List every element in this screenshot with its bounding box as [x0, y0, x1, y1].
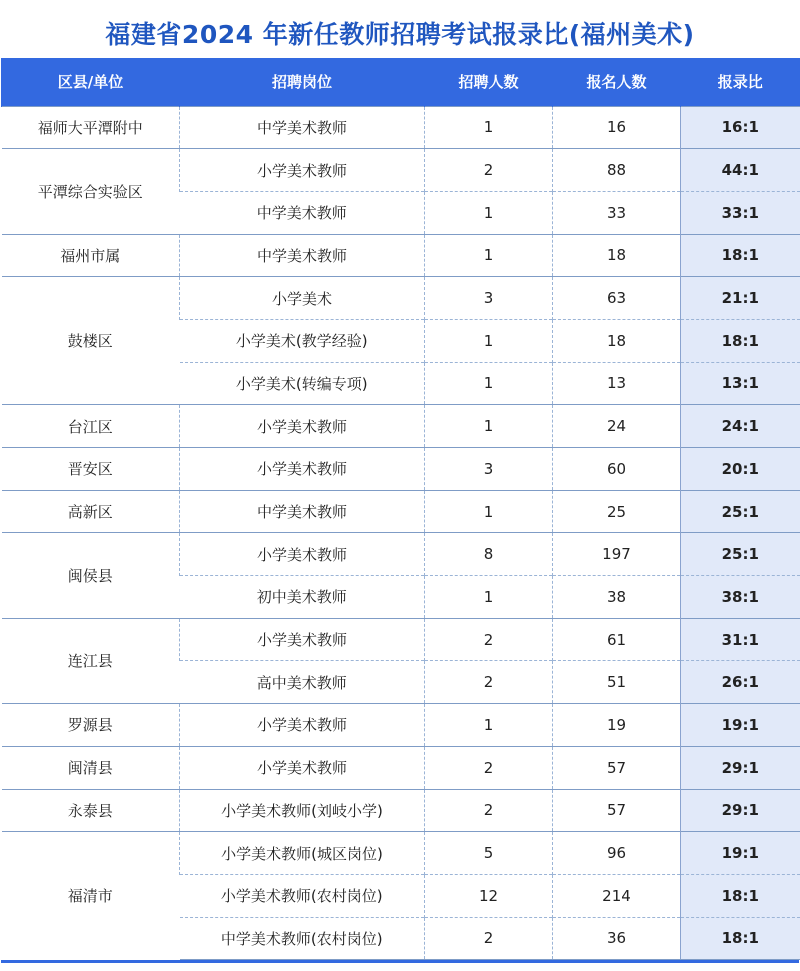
table-row [2, 704, 800, 747]
applicants-cell: 16 [553, 106, 681, 149]
applicants-cell: 13 [553, 362, 681, 405]
ratio-cell: 44:1 [681, 149, 800, 192]
hires-cell: 1 [425, 576, 553, 619]
table-row [2, 405, 800, 448]
position-cell: 小学美术教师(农村岗位) [180, 874, 425, 917]
ratio-cell: 20:1 [681, 448, 800, 491]
position-cell: 小学美术教师(刘岐小学) [180, 789, 425, 832]
applicants-cell: 19 [553, 704, 681, 747]
hires-cell: 2 [425, 746, 553, 789]
ratio-cell: 18:1 [681, 917, 800, 960]
table-row [2, 234, 800, 277]
position-cell: 中学美术教师 [180, 191, 425, 234]
position-cell: 中学美术教师(农村岗位) [180, 917, 425, 960]
ratio-cell: 21:1 [681, 277, 800, 320]
position-cell: 中学美术教师 [180, 106, 425, 149]
hires-cell: 1 [425, 106, 553, 149]
district-cell: 罗源县 [2, 704, 180, 747]
district-cell: 台江区 [2, 405, 180, 448]
applicants-cell: 57 [553, 789, 681, 832]
hires-cell: 2 [425, 618, 553, 661]
table-row [2, 149, 800, 192]
ratio-cell: 29:1 [681, 746, 800, 789]
applicants-cell: 24 [553, 405, 681, 448]
district-cell: 福州市属 [2, 234, 180, 277]
position-cell: 小学美术教师 [180, 618, 425, 661]
ratio-cell: 33:1 [681, 191, 800, 234]
hires-cell: 1 [425, 362, 553, 405]
applicants-cell: 61 [553, 618, 681, 661]
hires-cell: 12 [425, 874, 553, 917]
hires-cell: 2 [425, 661, 553, 704]
position-cell: 高中美术教师 [180, 661, 425, 704]
table-row [2, 490, 800, 533]
district-cell: 晋安区 [2, 448, 180, 491]
district-cell: 高新区 [2, 490, 180, 533]
position-cell: 初中美术教师 [180, 576, 425, 619]
header-district: 区县/单位 [2, 58, 180, 106]
position-cell: 小学美术教师(城区岗位) [180, 832, 425, 875]
table-row [2, 533, 800, 576]
district-cell: 永泰县 [2, 789, 180, 832]
applicants-cell: 33 [553, 191, 681, 234]
position-cell: 中学美术教师 [180, 234, 425, 277]
applicants-cell: 25 [553, 490, 681, 533]
hires-cell: 1 [425, 191, 553, 234]
bottom-bar [1, 960, 799, 963]
hires-cell: 8 [425, 533, 553, 576]
applicants-cell: 18 [553, 319, 681, 362]
hires-cell: 5 [425, 832, 553, 875]
position-cell: 小学美术 [180, 277, 425, 320]
ratio-cell: 38:1 [681, 576, 800, 619]
position-cell: 小学美术(教学经验) [180, 319, 425, 362]
position-cell: 小学美术教师 [180, 405, 425, 448]
ratio-cell: 24:1 [681, 405, 800, 448]
ratio-cell: 19:1 [681, 704, 800, 747]
table-row [2, 277, 800, 320]
position-cell: 小学美术教师 [180, 448, 425, 491]
applicants-cell: 63 [553, 277, 681, 320]
position-cell: 中学美术教师 [180, 490, 425, 533]
hires-cell: 1 [425, 319, 553, 362]
table-body [2, 106, 800, 960]
header-ratio: 报录比 [681, 58, 800, 106]
hires-cell: 1 [425, 704, 553, 747]
hires-cell: 3 [425, 277, 553, 320]
ratio-cell: 18:1 [681, 319, 800, 362]
ratio-cell: 13:1 [681, 362, 800, 405]
applicants-cell: 214 [553, 874, 681, 917]
applicants-cell: 60 [553, 448, 681, 491]
district-cell: 连江县 [2, 618, 180, 703]
hires-cell: 3 [425, 448, 553, 491]
district-cell: 鼓楼区 [2, 277, 180, 405]
hires-cell: 1 [425, 405, 553, 448]
recruitment-table [1, 58, 800, 960]
district-cell: 福师大平潭附中 [2, 106, 180, 149]
applicants-cell: 51 [553, 661, 681, 704]
ratio-cell: 25:1 [681, 533, 800, 576]
table-row [2, 106, 800, 149]
hires-cell: 2 [425, 789, 553, 832]
applicants-cell: 36 [553, 917, 681, 960]
ratio-cell: 16:1 [681, 106, 800, 149]
hires-cell: 1 [425, 234, 553, 277]
header-position: 招聘岗位 [180, 58, 425, 106]
ratio-cell: 18:1 [681, 234, 800, 277]
table-row [2, 789, 800, 832]
district-cell: 闽清县 [2, 746, 180, 789]
ratio-cell: 29:1 [681, 789, 800, 832]
header-applicants: 报名人数 [553, 58, 681, 106]
hires-cell: 1 [425, 490, 553, 533]
district-cell: 平潭综合实验区 [2, 149, 180, 234]
district-cell: 闽侯县 [2, 533, 180, 618]
table-header-row [2, 58, 800, 106]
table-row [2, 448, 800, 491]
hires-cell: 2 [425, 149, 553, 192]
ratio-cell: 19:1 [681, 832, 800, 875]
header-hires: 招聘人数 [425, 58, 553, 106]
position-cell: 小学美术教师 [180, 746, 425, 789]
table-row [2, 746, 800, 789]
table-row [2, 618, 800, 661]
applicants-cell: 57 [553, 746, 681, 789]
district-cell: 福清市 [2, 832, 180, 960]
applicants-cell: 38 [553, 576, 681, 619]
ratio-cell: 25:1 [681, 490, 800, 533]
ratio-cell: 18:1 [681, 874, 800, 917]
position-cell: 小学美术教师 [180, 704, 425, 747]
ratio-cell: 31:1 [681, 618, 800, 661]
applicants-cell: 88 [553, 149, 681, 192]
hires-cell: 2 [425, 917, 553, 960]
position-cell: 小学美术教师 [180, 533, 425, 576]
table-row [2, 832, 800, 875]
position-cell: 小学美术(转编专项) [180, 362, 425, 405]
applicants-cell: 96 [553, 832, 681, 875]
position-cell: 小学美术教师 [180, 149, 425, 192]
page-title: 福建省2024 年新任教师招聘考试报录比(福州美术) [105, 20, 695, 49]
applicants-cell: 18 [553, 234, 681, 277]
applicants-cell: 197 [553, 533, 681, 576]
ratio-cell: 26:1 [681, 661, 800, 704]
